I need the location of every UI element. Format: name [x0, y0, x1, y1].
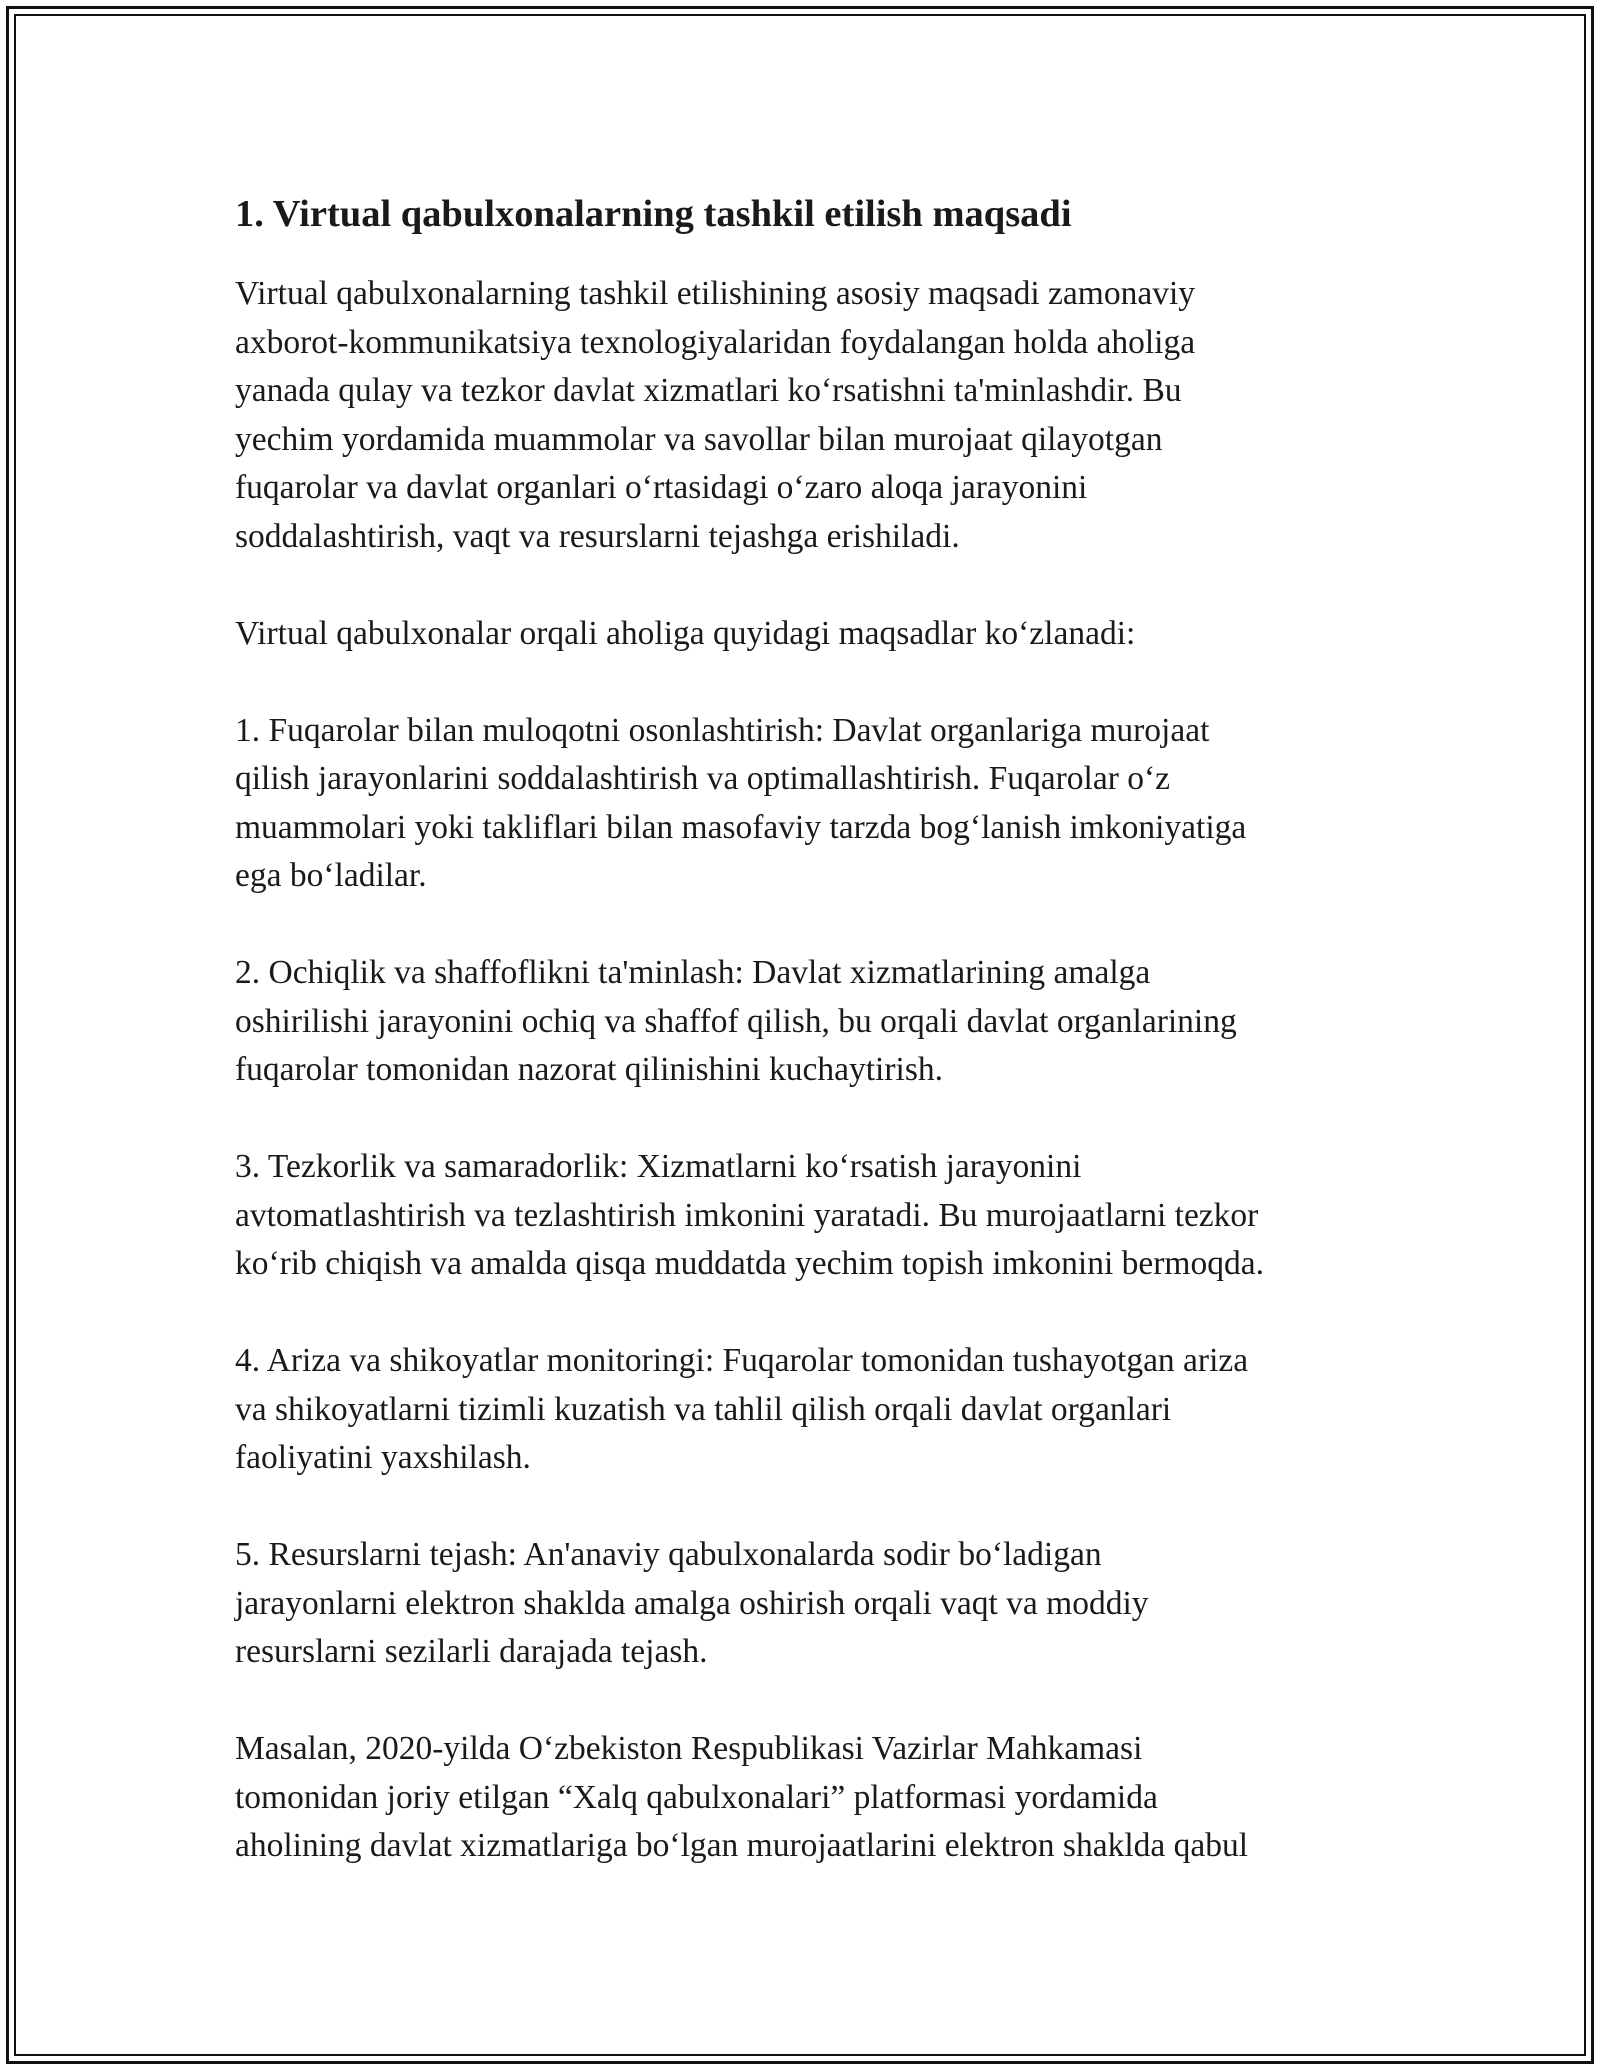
paragraph-goal-5 [235, 1531, 1375, 1677]
paragraph-goal-2 [235, 949, 1375, 1095]
text-line: Virtual qabulxonalarning tashkil etilishining asosiy maqsadi zamonaviy [235, 275, 1196, 312]
text-line: 1. Fuqarolar bilan muloqotni osonlashtirish: Davlat organlariga murojaat [235, 711, 1210, 749]
paragraph-example [235, 1725, 1375, 1871]
paragraph-goal-1 [235, 707, 1375, 901]
text-line: koʻrib chiqish va amalda qisqa muddatda yechim topish imkonini bermoqda. [235, 1245, 1264, 1282]
text-line: jarayonlarni elektron shaklda amalga oshirish orqali vaqt va moddiy [235, 1584, 1149, 1622]
text-line: yechim yordamida muammolar va savollar bilan murojaat qilayotgan [235, 420, 1163, 458]
text-line: soddalashtirish, vaqt va resurslarni tejashga erishiladi. [235, 517, 960, 555]
paragraph-goal-4 [235, 1337, 1375, 1483]
text-line: aholining davlat xizmatlariga boʻlgan murojaatlarini elektron shaklda qabul [235, 1827, 1249, 1864]
text-line: yanada qulay va tezkor davlat xizmatlari koʻrsatishni ta'minlashdir. Bu [235, 372, 1182, 409]
text-line: 3. Tezkorlik va samaradorlik: Xizmatlarni koʻrsatish jarayonini [235, 1148, 1082, 1185]
text-line: ega boʻladilar. [235, 857, 427, 894]
text-line: resurslarni sezilarli darajada tejash. [235, 1633, 708, 1670]
document-body [235, 188, 1375, 1919]
text-line: 2. Ochiqlik va shaffoflikni ta'minlash: Davlat xizmatlarining amalga [235, 954, 1151, 991]
text-line: muammolari yoki takliflari bilan masofaviy tarzda bogʻlanish imkoniyatiga [235, 808, 1247, 846]
text-line: qilish jarayonlarini soddalashtirish va optimallashtirish. Fuqarolar oʻz [235, 760, 1171, 797]
text-line: avtomatlashtirish va tezlashtirish imkonini yaratadi. Bu murojaatlarni tezkor [235, 1196, 1259, 1234]
paragraph-intro [235, 270, 1375, 561]
paragraph-goals-intro [235, 610, 1375, 659]
text-line: faoliyatini yaxshilash. [235, 1439, 531, 1476]
text-line: fuqarolar tomonidan nazorat qilinishini kuchaytirish. [235, 1051, 943, 1088]
paragraph-goal-3 [235, 1143, 1375, 1289]
text-line: Virtual qabulxonalar orqali aholiga quyidagi maqsadlar koʻzlanadi: [235, 614, 1136, 652]
text-line: Masalan, 2020-yilda Oʻzbekiston Respublikasi Vazirlar Mahkamasi [235, 1730, 1143, 1767]
section-heading: 1. Virtual qabulxonalarning tashkil etilish maqsadi [235, 193, 1072, 235]
text-line: axborot-kommunikatsiya texnologiyalaridan foydalangan holda aholiga [235, 323, 1196, 361]
text-line: fuqarolar va davlat organlari oʻrtasidagi oʻzaro aloqa jarayonini [235, 469, 1088, 506]
text-line: oshirilishi jarayonini ochiq va shaffof qilish, bu orqali davlat organlarining [235, 1002, 1237, 1040]
text-line: tomonidan joriy etilgan “Xalq qabulxonalari” platformasi yordamida [235, 1778, 1158, 1816]
text-line: va shikoyatlarni tizimli kuzatish va tahlil qilish orqali davlat organlari [235, 1390, 1172, 1428]
text-line: 4. Ariza va shikoyatlar monitoringi: Fuqarolar tomonidan tushayotgan ariza [235, 1342, 1249, 1379]
text-line: 5. Resurslarni tejash: An'anaviy qabulxonalarda sodir boʻladigan [235, 1536, 1102, 1573]
